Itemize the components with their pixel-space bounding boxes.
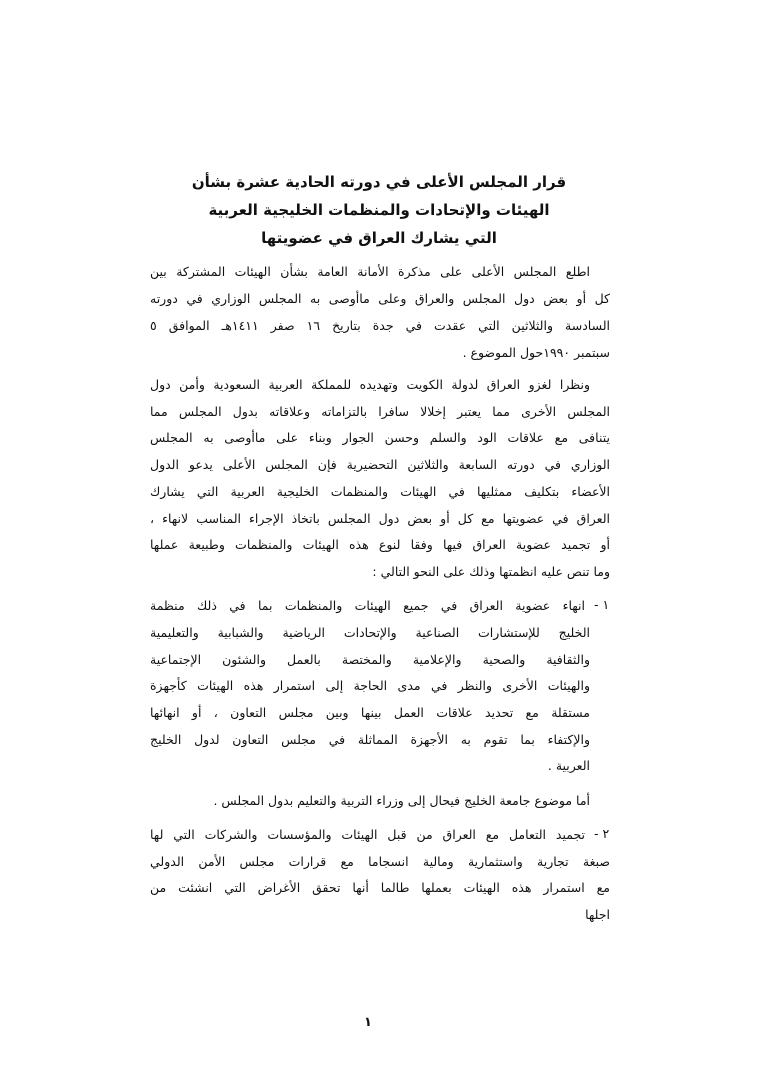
- text-line: مستقلة مع تحديد علاقات العمل بينها وبين مجلس التعاون ، أو انهائها: [150, 705, 590, 720]
- text-line: والثقافية والصحية والإعلامية والمختصة بالعمل والشئون الإجتماعية: [150, 652, 590, 667]
- text-line: أو تجميد عضوية العراق فيها وفقا لنوع هذه الهيئات والمنظمات وطبيعة عملها: [150, 537, 610, 552]
- text-line: الوزاري في دورته السابعة والثلاثين التحضيرية فإن المجلس الأعلى يدعو الدول: [150, 457, 610, 472]
- text-line: العراق في عضويتها مع كل أو بعض دول المجلس باتخاذ الإجراء المناسب لانهاء ،: [150, 511, 610, 526]
- text-line: أما موضوع جامعة الخليج فيحال إلى وزراء التربية والتعليم بدول المجلس .: [213, 793, 590, 808]
- page-number: ١: [364, 1015, 372, 1030]
- title-line-3: التي يشارك العراق في عضويتها: [261, 229, 497, 247]
- text-line: ونظرا لغزو العراق لدولة الكويت وتهديده للمملكة العربية السعودية وأمن دول: [150, 377, 590, 392]
- text-line: العربية .: [547, 758, 590, 773]
- text-line: المجلس الأخرى مما يعتبر إخلالا سافرا بالتزاماته وعلاقاته بدول المجلس مما: [150, 404, 610, 419]
- text-line: وما تنص عليه انظمتها وذلك على النحو التالي :: [372, 564, 610, 579]
- item-number-1: ١ -: [594, 597, 610, 612]
- text-line: كل أو بعض دول المجلس والعراق وعلى ماأوصى به المجلس الوزاري في دورته: [150, 291, 610, 306]
- text-line: السادسة والثلاثين التي عقدت في جدة بتاريخ ١٦ صفر ١٤١١هـ الموافق ٥: [150, 318, 610, 333]
- text-line: يتنافى مع علاقات الود والسلم وحسن الجوار وبناء على ماأوصى به المجلس: [150, 430, 610, 445]
- text-line: مع استمرار هذه الهيئات بعملها طالما أنها تحقق الأغراض التي انشئت من: [150, 880, 610, 895]
- title-line-2: الهيئات والإتحادات والمنظمات الخليجية العربية: [208, 201, 550, 219]
- text-line: انهاء عضوية العراق في جميع الهيئات والمنظمات بما في ذلك منظمة: [150, 598, 585, 613]
- text-line: الخليج للإستشارات الصناعية والإتحادات الرياضية والشبابية والتعليمية: [150, 625, 590, 640]
- text-line: والهيئات الأخرى والنظر في مدى الحاجة إلى استمرار هذه الهيئات كأجهزة: [150, 678, 590, 693]
- text-line: صبغة تجارية واستثمارية ومالية انسجاما مع قرارات مجلس الأمن الدولي: [150, 854, 610, 869]
- item-number-2: ٢ -: [594, 826, 610, 841]
- text-line: اجلها: [585, 907, 610, 922]
- title-line-1: قرار المجلس الأعلى في دورته الحادية عشرة بشأن: [191, 173, 567, 191]
- text-line: سبتمبر ١٩٩٠حول الموضوع .: [462, 345, 610, 360]
- text-line: اطلع المجلس الأعلى على مذكرة الأمانة العامة بشأن الهيئات المشتركة بين: [150, 264, 590, 279]
- text-line: الأعضاء بتكليف ممثليها في الهيئات والمنظمات الخليجية العربية التي يشارك: [150, 484, 610, 499]
- text-line: والإكتفاء بما تقوم به الأجهزة المماثلة في مجلس التعاون لدول الخليج: [150, 732, 590, 747]
- text-line: تجميد التعامل مع العراق من قبل الهيئات والمؤسسات والشركات التي لها: [150, 827, 585, 842]
